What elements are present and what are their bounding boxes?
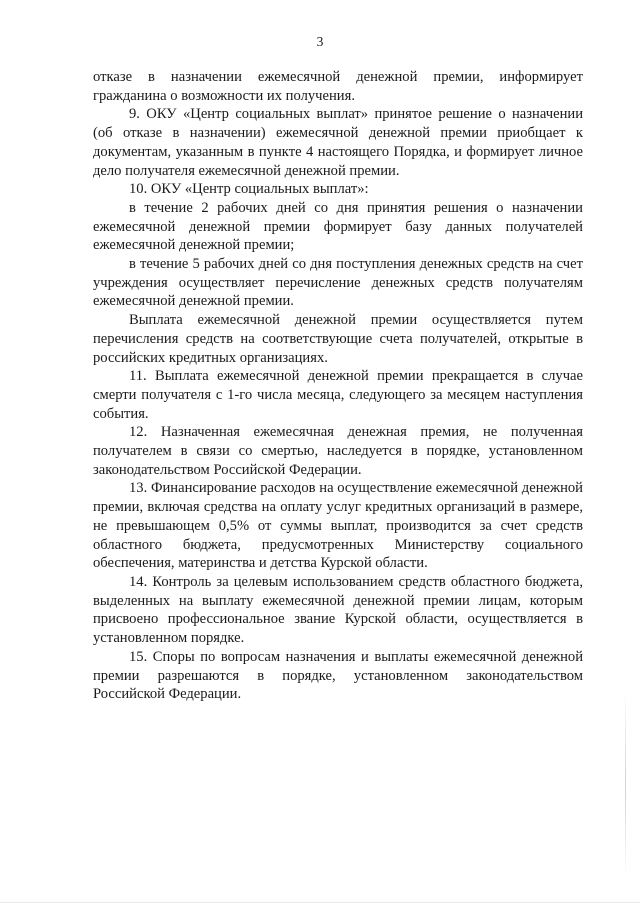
paragraph-payment-method: Выплата ежемесячной денежной премии осуществляется путем перечисления средств на соответствующие счета получателей, открытые в российских кредитных организациях. bbox=[93, 312, 583, 366]
paragraph-item-10-sub-2: в течение 5 рабочих дней со дня поступления денежных средств на счет учреждения осуществляет перечисление денежных средств получателям ежемесячной денежной премии. bbox=[93, 256, 583, 310]
paragraph-item-13: 13. Финансирование расходов на осуществление ежемесячной денежной премии, включая средства на оплату услуг кредитных организаций в размере, не превышающем 0,5% от суммы выплат, производится за счет средств областного бюджета, предусмотренных Министерству социального обеспечения, материнства и детства Курской области. bbox=[93, 480, 583, 572]
document-body bbox=[93, 68, 583, 704]
paragraph-continuation: отказе в назначении ежемесячной денежной премии, информирует гражданина о возможности их получения. bbox=[93, 69, 583, 104]
paragraph-item-10-sub-1: в течение 2 рабочих дней со дня принятия решения о назначении ежемесячной денежной премии формирует базу данных получателей ежемесячной денежной премии; bbox=[93, 199, 583, 254]
scan-bottom-line bbox=[0, 902, 640, 903]
paragraph-item-14: 14. Контроль за целевым использованием средств областного бюджета, выделенных на выплату ежемесячной денежной премии лицам, которым присвоено профессиональное звание Курской области, осуществляется в установленном порядке. bbox=[93, 573, 583, 647]
paragraph-item-12: 12. Назначенная ежемесячная денежная премия, не полученная получателем в связи со смертью, наследуется в порядке, установленном законодательством Российской Федерации. bbox=[93, 424, 583, 478]
paragraph-item-15: 15. Споры по вопросам назначения и выплаты ежемесячной денежной премии разрешаются в порядке, установленном законодательством Российской Федерации. bbox=[93, 648, 583, 703]
page-number: 3 bbox=[316, 34, 324, 49]
scan-edge-line bbox=[625, 690, 626, 880]
paragraph-item-11: 11. Выплата ежемесячной денежной премии прекращается в случае смерти получателя с 1-го числа месяца, следующего за месяцем наступления события. bbox=[93, 368, 583, 422]
paragraph-item-9: 9. ОКУ «Центр социальных выплат» принятое решение о назначении (об отказе в назначении) ежемесячной денежной премии приобщает к документам, указанным в пункте 4 настоящего Порядка, и формирует личное дело получателя ежемесячной денежной премии. bbox=[93, 106, 583, 179]
paragraph-item-10: 10. ОКУ «Центр социальных выплат»: bbox=[129, 181, 369, 198]
